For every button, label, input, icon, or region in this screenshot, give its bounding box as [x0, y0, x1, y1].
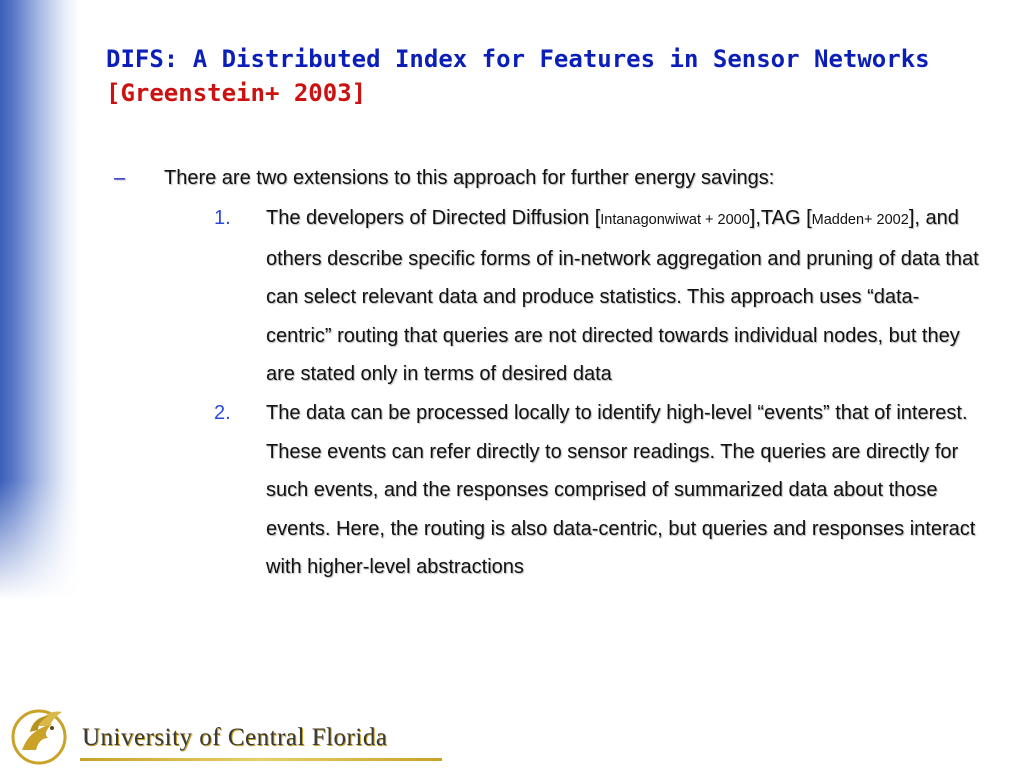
numbered-item-2 — [112, 394, 982, 587]
slide-title — [106, 42, 966, 110]
footer-gold-rule — [80, 758, 442, 761]
university-name: University of Central Florida — [82, 724, 388, 751]
left-gradient-band — [0, 0, 80, 600]
title-main: DIFS: A Distributed Index for Features in Sensor Networks — [106, 45, 930, 73]
numbered-item-1 — [112, 199, 982, 394]
item-text: The data can be processed locally to identify high-level “events” that of interest. These events can refer directly to sensor readings. The queries are directly for such events, and the responses comprised of summarized data about those events. Here, the routing is also data-centric, but queries and responses interact with higher-level abstractions — [266, 401, 976, 579]
title-citation: [Greenstein+ 2003] — [106, 79, 367, 107]
item-text-part: ],TAG [ — [749, 207, 812, 229]
item-number: 2. — [214, 401, 231, 424]
item-number: 1. — [214, 207, 231, 229]
slide-body — [112, 160, 982, 587]
citation-reference: Madden+ 2002 — [811, 212, 909, 228]
item-text-part: The developers of Directed Diffusion [ — [266, 207, 601, 229]
item-text-part: ], and others describe specific forms of in-network aggregation and pruning of data that can select relevant data and produce statistics. This approach uses “data-centric” routing that queries are not directed towards individual nodes, but they are stated only in terms of desired data — [266, 207, 979, 386]
dash-bullet: – — [114, 167, 126, 189]
citation-reference: Intanagonwiwat + 2000 — [600, 212, 750, 228]
lead-text: There are two extensions to this approach for further energy savings: — [164, 167, 775, 189]
lead-bullet-item — [112, 160, 982, 197]
pegasus-logo-icon — [8, 704, 70, 766]
